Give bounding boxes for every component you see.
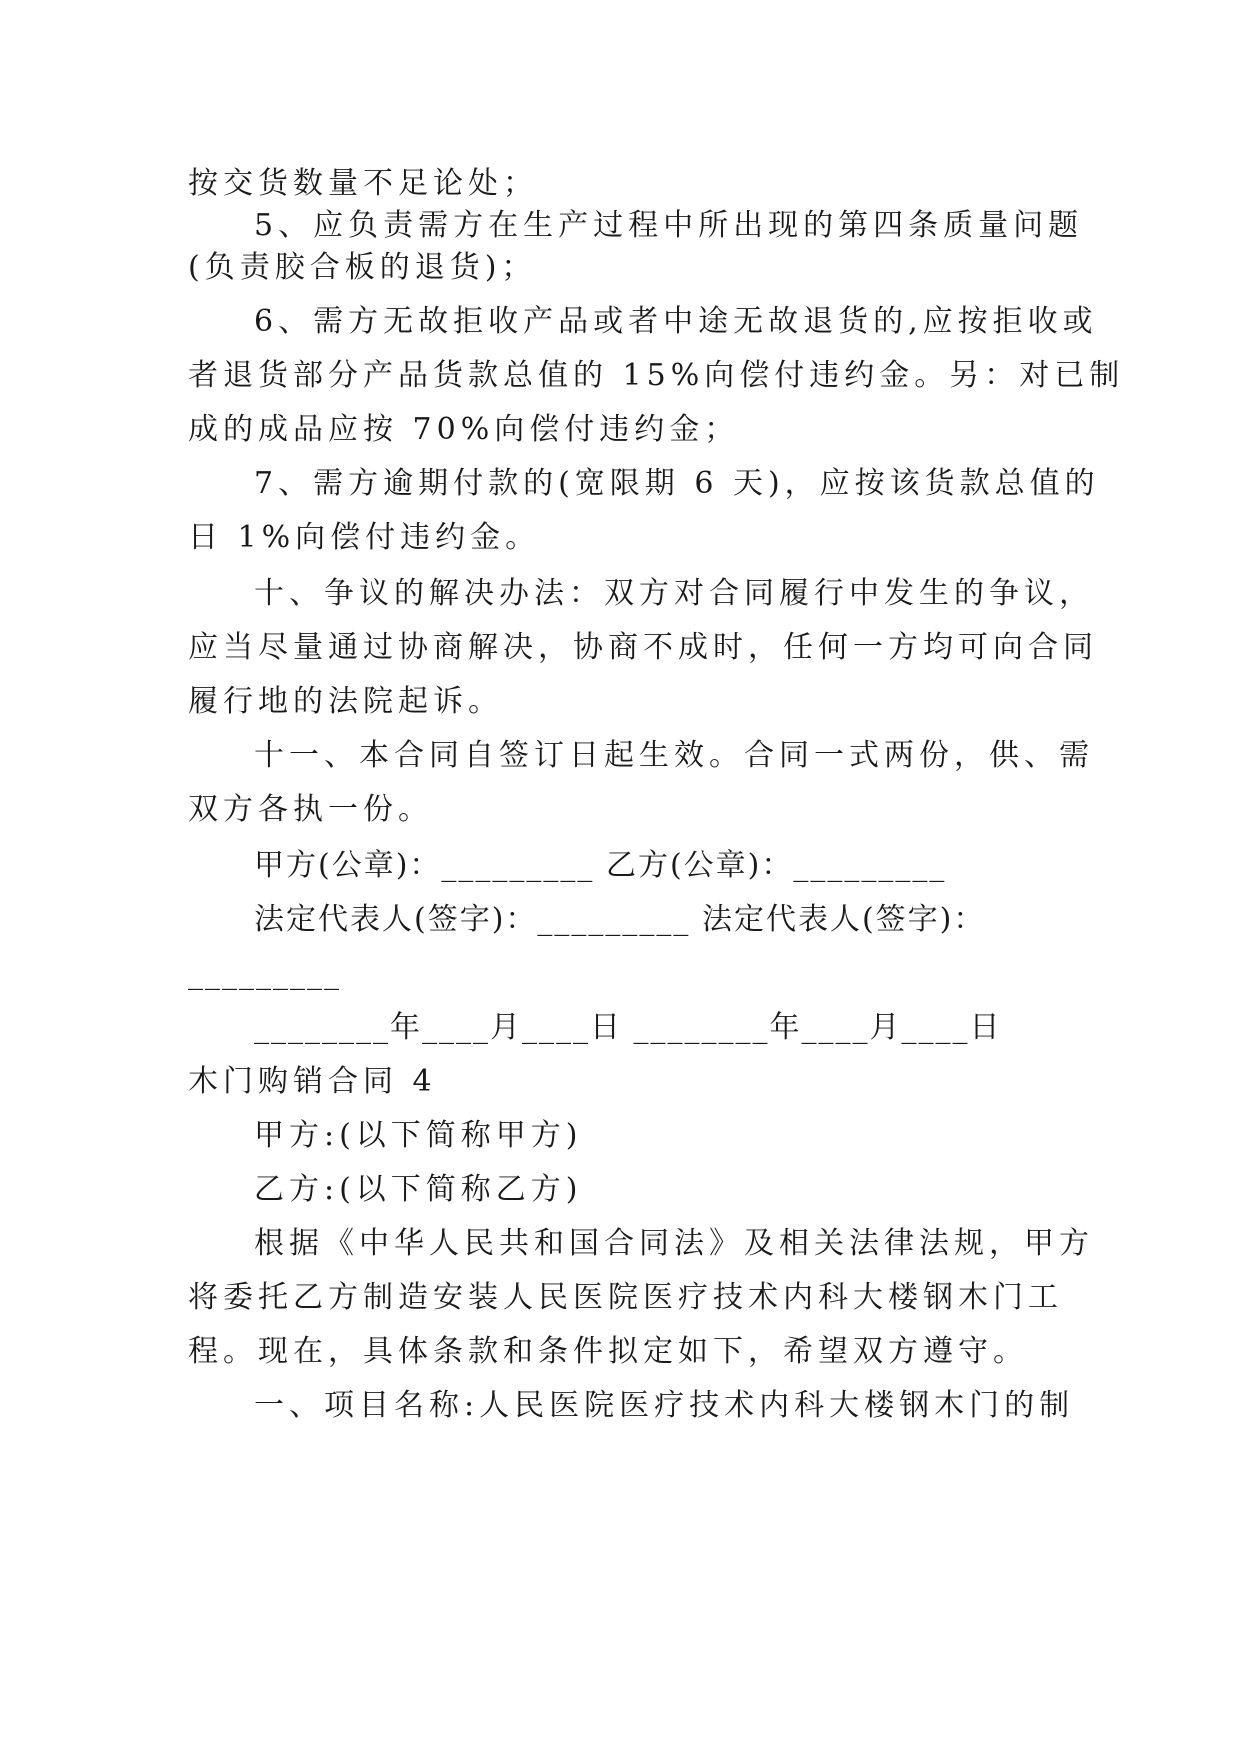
paragraph-line: 者退货部分产品货款总值的 15%向偿付违约金。另：对已制 bbox=[188, 358, 1125, 393]
paragraph-line: 双方各执一份。 bbox=[188, 792, 433, 827]
date-line: ________年____月____日 ________年____月____日 bbox=[254, 1010, 1002, 1045]
paragraph-line: 成的成品应按 70%向偿付违约金； bbox=[188, 412, 740, 447]
section-10-line: 十、争议的解决办法：双方对合同履行中发生的争议， bbox=[254, 576, 1094, 611]
party-a-line: 甲方:(以下简称甲方) bbox=[254, 1118, 583, 1153]
paragraph-line: 程。现在，具体条款和条件拟定如下，希望双方遵守。 bbox=[188, 1334, 1028, 1369]
signature-blank: _________ bbox=[188, 956, 341, 991]
paragraph-line: 根据《中华人民共和国合同法》及相关法律法规，甲方 bbox=[254, 1226, 1094, 1261]
clause-7-line: 7、需方逾期付款的(宽限期 6 天)，应按该货款总值的 bbox=[254, 466, 1100, 501]
contract-title: 木门购销合同 4 bbox=[188, 1064, 437, 1099]
party-seal-line: 甲方(公章)：_________ 乙方(公章)：_________ bbox=[254, 848, 947, 883]
paragraph-line: 按交货数量不足论处； bbox=[188, 166, 538, 201]
party-b-line: 乙方:(以下简称乙方) bbox=[254, 1172, 583, 1207]
clause-5-line: 5、应负责需方在生产过程中所出现的第四条质量问题 bbox=[254, 208, 1084, 243]
clause-6-line: 6、需方无故拒收产品或者中途无故退货的,应按拒收或 bbox=[254, 304, 1098, 339]
paragraph-line: 履行地的法院起诉。 bbox=[188, 684, 503, 719]
paragraph-line: 将委托乙方制造安装人民医院医疗技术内科大楼钢木门工 bbox=[188, 1280, 1063, 1315]
section-11-line: 十一、本合同自签订日起生效。合同一式两份，供、需 bbox=[254, 738, 1094, 773]
paragraph-line: (负责胶合板的退货)； bbox=[188, 250, 537, 285]
paragraph-line: 日 1%向偿付违约金。 bbox=[188, 520, 541, 555]
legal-rep-signature-line: 法定代表人(签字)：_________ 法定代表人(签字)： bbox=[254, 902, 986, 937]
section-1-line: 一、项目名称:人民医院医疗技术内科大楼钢木门的制 bbox=[254, 1388, 1075, 1423]
paragraph-line: 应当尽量通过协商解决，协商不成时，任何一方均可向合同 bbox=[188, 630, 1098, 665]
